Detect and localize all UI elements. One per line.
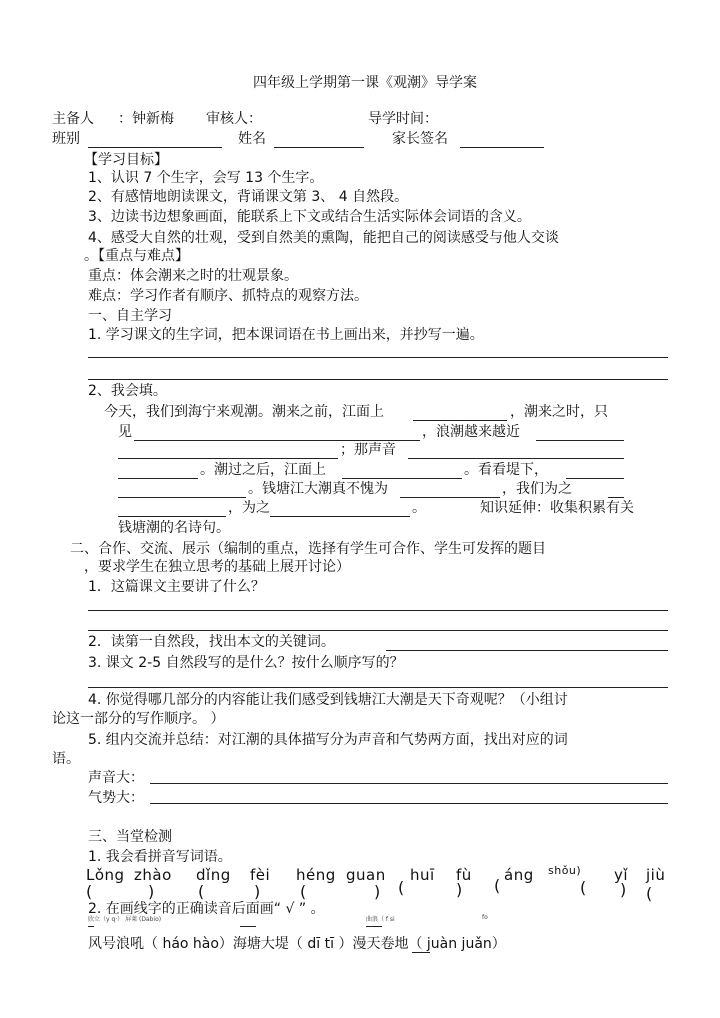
time-label: 导学时间： (368, 111, 438, 127)
section3-heading: 三、当堂检测 (88, 829, 172, 845)
answer-paren-open[interactable]: ( (580, 878, 587, 897)
fill-text: 钱塘潮的名诗句。 (118, 520, 230, 536)
fill-blank[interactable] (342, 478, 462, 479)
momentum-label: 气势大： (88, 790, 144, 806)
sound-label: 声音大： (88, 770, 144, 786)
fill-blank[interactable] (408, 458, 624, 459)
goal-item: 1、认识 7 个生字，会写 13 个生字。 (88, 170, 324, 186)
pinyin-syllable: huī (410, 866, 435, 884)
pinyin-syllable: guan (346, 866, 386, 884)
underline-mark (366, 926, 382, 927)
pinyin-syllable: yǐ (614, 866, 629, 884)
answer-paren-open[interactable]: ( (646, 884, 653, 903)
fill-text: 。钱塘江大潮真不愧为 (248, 481, 388, 497)
answer-paren-close[interactable]: ) (254, 882, 261, 901)
underline-mark (88, 926, 94, 927)
answer-paren-close[interactable]: ) (456, 880, 463, 899)
momentum-answer-line[interactable] (150, 803, 668, 804)
sound-answer-line[interactable] (150, 783, 668, 784)
fill-text: 见 (118, 424, 132, 440)
fill-text: ；那声音 (340, 442, 396, 458)
key-focus: 重点：体会潮来之时的壮观景象。 (88, 268, 298, 284)
goals-heading: 【学习目标】 (84, 152, 168, 168)
underline-mark (240, 926, 256, 927)
fill-blank[interactable] (400, 497, 500, 498)
author-name: ：钟新梅 (118, 111, 174, 127)
pinyin-syllable: áng (504, 866, 534, 884)
answer-paren-close[interactable]: ) (148, 882, 155, 901)
pinyin-syllable: héng (296, 866, 336, 884)
fill-blank[interactable] (413, 420, 507, 421)
key-difficulty: 难点：学习作者有顺序、抓特点的观察方法。 (88, 288, 368, 304)
fill-text: 今天，我们到海宁来观潮。潮来之前，江面上 (104, 404, 384, 420)
section3-q1: 1. 我会看拼音写词语。 (88, 849, 232, 865)
pinyin-syllable: fù (456, 866, 472, 884)
section2-heading: 二、合作、交流、展示（编制的重点，选择有学生可合作、学生可发挥的题目 (70, 541, 546, 557)
section2-heading-cont: ，要求学生在独立思考的基础上展开讨论） (84, 559, 350, 575)
answer-paren-open[interactable]: ( (86, 882, 93, 901)
fill-text: 。看看堤下， (464, 462, 548, 478)
fill-blank[interactable] (566, 478, 624, 479)
section2-q3: 3. 课文 2-5 自然段写的是什么？按什么顺序写的？ (88, 655, 404, 671)
underline-mark (412, 952, 430, 953)
fill-text: ，我们为之 (502, 481, 572, 497)
answer-line[interactable] (88, 610, 668, 611)
answer-line[interactable] (88, 630, 668, 631)
reviewer-label: 审核人： (206, 111, 262, 127)
goal-item: 4、感受大自然的壮观，受到自然美的熏陶，能把自己的阅读感受与他人交谈 (88, 230, 559, 246)
section1-heading: 一、自主学习 (88, 308, 172, 324)
class-label: 班别 (52, 131, 80, 147)
answer-paren-open[interactable]: ( (398, 878, 405, 897)
faded-text: 欣立（y q·） 屏莱 (Dabio) (88, 916, 162, 923)
key-heading: 。【重点与难点】 (84, 248, 189, 264)
section1-q1: 1. 学习课文的生字词，把本课词语在书上画出来，并抄写一遍。 (88, 327, 484, 343)
fill-blank[interactable] (118, 516, 226, 517)
answer-line[interactable] (88, 379, 668, 380)
name-field[interactable] (274, 147, 364, 148)
fill-blank[interactable] (118, 497, 246, 498)
section2-q1: 1．这篇课文主要讲了什么？ (88, 579, 265, 595)
goal-item: 2、有感情地朗读课文，背诵课文第 3、 4 自然段。 (88, 189, 409, 205)
answer-paren-close[interactable]: ) (374, 882, 381, 901)
fill-text: 。 (412, 500, 426, 516)
fill-blank[interactable] (118, 478, 198, 479)
answer-paren-open[interactable]: ( (198, 882, 205, 901)
fill-text: 知识延伸：收集积累有关 (480, 500, 634, 516)
pinyin-syllable: shǒu) (548, 864, 582, 877)
fill-text: ，浪潮越来越近 (422, 424, 520, 440)
answer-paren-open[interactable]: ( (494, 876, 501, 895)
class-field[interactable] (88, 147, 222, 148)
keyword-answer-line[interactable] (386, 650, 668, 651)
fill-text: ，潮来之时，只 (510, 404, 608, 420)
fill-text: ，为之 (228, 500, 270, 516)
section2-q5-cont: 语。 (52, 751, 80, 767)
pinyin-syllable: zhào (134, 866, 172, 884)
pinyin-syllable: jiù (646, 866, 666, 884)
section2-q5: 5. 组内交流并总结：对江潮的具体描写分为声音和气势两方面，找出对应的词 (88, 732, 568, 748)
page-title: 四年级上学期第一课《观潮》导学案 (253, 75, 477, 91)
fill-blank[interactable] (536, 440, 624, 441)
author-label: 主备人 (52, 111, 94, 127)
pinyin-syllable: fèi (250, 866, 271, 884)
answer-line[interactable] (88, 357, 668, 358)
faded-text: 曲浪（ f si (366, 916, 395, 923)
fill-blank[interactable] (270, 516, 410, 517)
parent-signature-label: 家长签名 (392, 131, 448, 147)
section3-q2: 2. 在画线字的正确读音后面画“ √ ” 。 (88, 901, 325, 917)
goal-item: 3、边读书边想象画面，能联系上下文或结合生活实际体会词语的含义。 (88, 209, 531, 225)
answer-paren-open[interactable]: ( (300, 882, 307, 901)
section2-q4-cont: 论这一部分的写作顺序。 ） (52, 711, 225, 727)
fill-text: 。潮过之后，江面上 (200, 462, 326, 478)
faded-text: fo (482, 914, 488, 921)
fill-blank[interactable] (118, 458, 338, 459)
section2-q2: 2．读第一自然段，找出本文的关键词。 (88, 634, 335, 650)
name-label: 姓名 (238, 131, 266, 147)
parent-signature-field[interactable] (460, 147, 544, 148)
answer-line[interactable] (88, 687, 668, 688)
section1-q2: 2、我会填。 (88, 383, 167, 399)
fill-blank[interactable] (608, 497, 624, 498)
answer-paren-close[interactable]: ) (620, 880, 627, 899)
section3-bottom-line: 风号浪吼（ háo hào）海塘大堤（ dī tī ）漫天卷地（ juàn juǎn） (88, 936, 506, 952)
pinyin-syllable: dǐng (196, 866, 231, 884)
section2-q4: 4. 你觉得哪几部分的内容能让我们感受到钱塘江大潮是天下奇观呢？（小组讨 (88, 692, 568, 708)
pinyin-syllable: Lǒng (86, 866, 125, 884)
